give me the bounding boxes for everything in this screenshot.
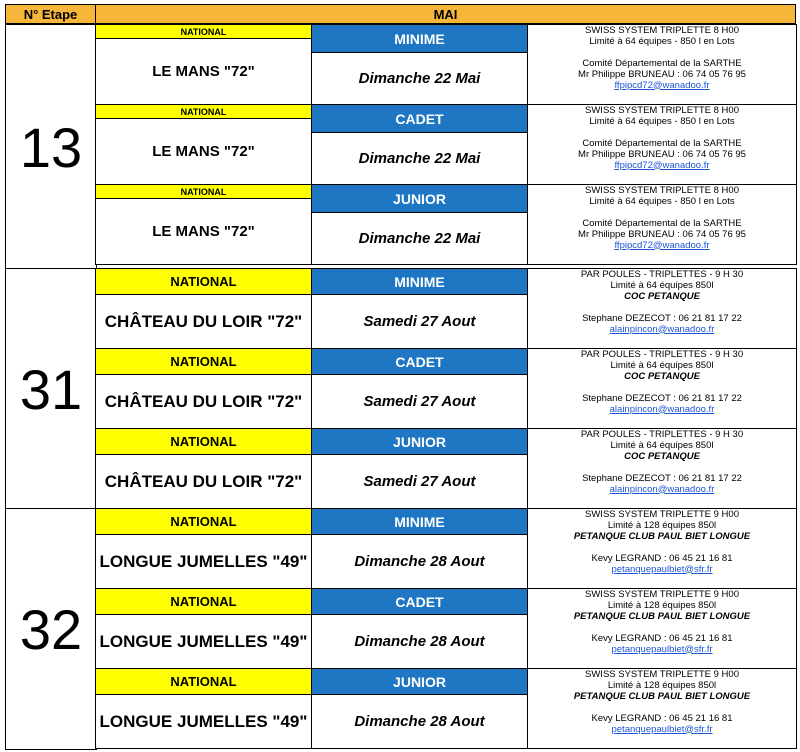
contact-email-link[interactable]: ffpipcd72@wanadoo.fr [614,79,710,91]
category-label: MINIME [311,24,528,53]
info-line: SWISS SYSTEM TRIPLETTE 8 H00 [585,25,739,36]
info-line: Comité Départemental de la SARTHE [582,217,742,229]
event-date: Dimanche 28 Aout [311,614,528,669]
event-date: Dimanche 28 Aout [311,694,528,749]
event-info [527,428,797,509]
contact-email-link[interactable]: alainpincon@wanadoo.fr [609,323,715,335]
event-info [527,348,797,429]
category-label: CADET [311,348,528,375]
level-badge: NATIONAL [95,184,312,199]
event-info [527,588,797,669]
category-label: JUNIOR [311,668,528,695]
etape-number: 32 [5,508,97,750]
event-info [527,24,797,105]
club-name: PETANQUE CLUB PAUL BIET LONGUE [573,530,751,542]
event-date: Dimanche 28 Aout [311,534,528,589]
info-line: SWISS SYSTEM TRIPLETTE 9 H00 [585,509,739,520]
category-label: MINIME [311,268,528,295]
info-line: SWISS SYSTEM TRIPLETTE 8 H00 [585,105,739,116]
info-line: PAR POULES - TRIPLETTES - 9 H 30 [580,429,744,440]
contact-email-link[interactable]: petanquepaulbiet@sfr.fr [611,723,713,735]
level-badge: NATIONAL [95,588,312,615]
info-line: Kevy LEGRAND : 06 45 21 16 81 [591,632,733,644]
info-line: Limité à 64 équipes - 850 l en Lots [589,35,735,47]
event-info [527,268,797,349]
category-label: CADET [311,588,528,615]
info-line: Limité à 64 équipes - 850 l en Lots [589,115,735,127]
info-line: Stephane DEZECOT : 06 21 81 17 22 [582,392,742,404]
venue-name: LONGUE JUMELLES "49" [95,614,312,669]
club-name: COC PETANQUE [624,290,700,302]
venue-name: LONGUE JUMELLES "49" [95,534,312,589]
category-label: JUNIOR [311,428,528,455]
category-label: CADET [311,104,528,133]
venue-name: CHÂTEAU DU LOIR "72" [95,454,312,509]
etape-number: 13 [5,24,97,270]
event-date: Dimanche 22 Mai [311,132,528,185]
event-date: Dimanche 22 Mai [311,52,528,105]
category-label: MINIME [311,508,528,535]
level-badge: NATIONAL [95,508,312,535]
event-date: Dimanche 22 Mai [311,212,528,265]
event-info [527,508,797,589]
event-info [527,668,797,749]
info-line: Stephane DEZECOT : 06 21 81 17 22 [582,312,742,324]
info-line: PAR POULES - TRIPLETTES - 9 H 30 [580,269,744,280]
header-month: MAI [95,4,796,24]
event-date: Samedi 27 Aout [311,454,528,509]
level-badge: NATIONAL [95,268,312,295]
contact-email-link[interactable]: petanquepaulbiet@sfr.fr [611,643,713,655]
venue-name: LE MANS "72" [95,198,312,265]
contact-email-link[interactable]: alainpincon@wanadoo.fr [609,403,715,415]
contact-email-link[interactable]: petanquepaulbiet@sfr.fr [611,563,713,575]
info-line: Mr Philippe BRUNEAU : 06 74 05 76 95 [578,148,746,160]
info-line: Kevy LEGRAND : 06 45 21 16 81 [591,552,733,564]
info-line: Limité à 128 équipes 850l [607,599,717,611]
etape-number: 31 [5,268,97,510]
level-badge: NATIONAL [95,348,312,375]
level-badge: NATIONAL [95,104,312,119]
info-line: Limité à 128 équipes 850l [607,519,717,531]
level-badge: NATIONAL [95,428,312,455]
info-line: Mr Philippe BRUNEAU : 06 74 05 76 95 [578,228,746,240]
info-line: PAR POULES - TRIPLETTES - 9 H 30 [580,349,744,360]
info-line: Mr Philippe BRUNEAU : 06 74 05 76 95 [578,68,746,80]
info-line: Limité à 128 équipes 850l [607,679,717,691]
venue-name: LE MANS "72" [95,118,312,185]
info-line: SWISS SYSTEM TRIPLETTE 9 H00 [585,669,739,680]
event-info [527,104,797,185]
info-line: Comité Départemental de la SARTHE [582,137,742,149]
contact-email-link[interactable]: alainpincon@wanadoo.fr [609,483,715,495]
venue-name: CHÂTEAU DU LOIR "72" [95,294,312,349]
info-line: SWISS SYSTEM TRIPLETTE 8 H00 [585,185,739,196]
info-line: Limité à 64 équipes 850l [610,359,714,371]
club-name: COC PETANQUE [624,450,700,462]
level-badge: NATIONAL [95,668,312,695]
info-line: Comité Départemental de la SARTHE [582,57,742,69]
info-line: Stephane DEZECOT : 06 21 81 17 22 [582,472,742,484]
club-name: COC PETANQUE [624,370,700,382]
venue-name: LONGUE JUMELLES "49" [95,694,312,749]
club-name: PETANQUE CLUB PAUL BIET LONGUE [573,610,751,622]
header-etape: N° Etape [5,4,96,24]
event-date: Samedi 27 Aout [311,374,528,429]
venue-name: LE MANS "72" [95,38,312,105]
level-badge: NATIONAL [95,24,312,39]
info-line: SWISS SYSTEM TRIPLETTE 9 H00 [585,589,739,600]
info-line: Limité à 64 équipes 850l [610,279,714,291]
venue-name: CHÂTEAU DU LOIR "72" [95,374,312,429]
event-date: Samedi 27 Aout [311,294,528,349]
info-line: Limité à 64 équipes - 850 l en Lots [589,195,735,207]
event-info [527,184,797,265]
club-name: PETANQUE CLUB PAUL BIET LONGUE [573,690,751,702]
category-label: JUNIOR [311,184,528,213]
contact-email-link[interactable]: ffpipcd72@wanadoo.fr [614,159,710,171]
info-line: Limité à 64 équipes 850l [610,439,714,451]
info-line: Kevy LEGRAND : 06 45 21 16 81 [591,712,733,724]
contact-email-link[interactable]: ffpipcd72@wanadoo.fr [614,239,710,251]
